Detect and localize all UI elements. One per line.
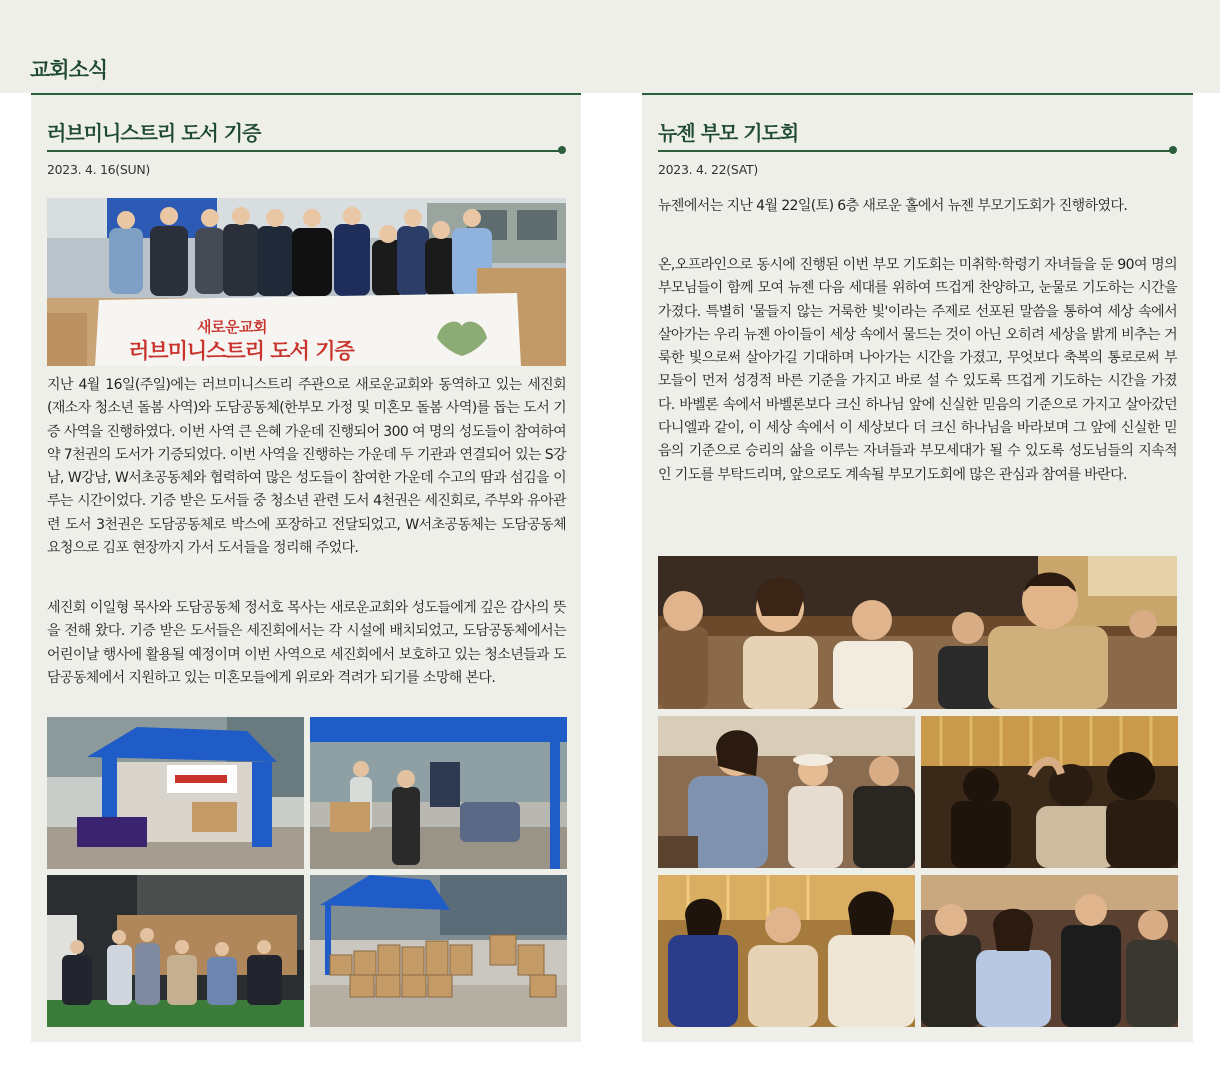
worship-photo-2 xyxy=(921,716,1178,868)
boxes-photo xyxy=(310,875,567,1027)
title-divider xyxy=(47,150,562,152)
worship-photo-4 xyxy=(921,875,1178,1027)
banner-headline: 러브미니스트리 도서 기증 xyxy=(129,339,354,363)
packing-photo xyxy=(310,717,567,869)
worship-photo-3 xyxy=(658,875,915,1027)
left-article xyxy=(31,93,581,1042)
title-divider xyxy=(658,150,1173,152)
section-label: 교회소식 xyxy=(30,58,108,82)
worship-photo-1 xyxy=(658,716,915,868)
article-title: 뉴젠 부모 기도회 xyxy=(658,121,799,145)
prayer-meeting-photo xyxy=(658,556,1177,709)
tent-photo xyxy=(47,717,304,869)
group-photo xyxy=(47,198,566,366)
article-title: 러브미니스트리 도서 기증 xyxy=(47,121,261,145)
header-band xyxy=(0,0,1220,93)
right-article xyxy=(642,93,1193,1042)
article-paragraph: 지난 4월 16일(주일)에는 러브미니스트리 주관으로 새로운교회와 동역하고 있는 세진회(재소자 청소년 돌봄 사역)와 도담공동체(한부모 가정 및 미혼모 돌봄 사역)를 돕는 도서 기증 사역을 진행하였다. 이번 사역 큰 은혜 가운데 진행되어 300 여 명의 성도들이 참여하여 약 7천권의 도서가 기증되었다. 이번 사역을 진행하는 가운데 두 기관과 연결되어 있는 S강남, W강남, W서초공동체와 협력하여 많은 성도들이 참여한 가운데 수고의 땀과 섬김을 이루는 시간이었다. 기증 받은 도서들 중 청소년 관련 도서 4천권은 세진회로, 주부와 유아관련 도서 3천권은 도담공동체로 박스에 포장하고 전달되었고, W서초공동체는 도담공동체 요청으로 김포 현장까지 가서 도서들을 정리해 주었다. xyxy=(47,377,566,557)
article-date: 2023. 4. 16(SUN) xyxy=(47,162,150,177)
article-paragraph: 온,오프라인으로 동시에 진행된 이번 부모 기도회는 미취학·학령기 자녀들을 둔 90여 명의 부모님들이 함께 모여 뉴젠 다음 세대를 위하여 뜨겁게 찬양하고, 눈물로 기도하는 시간을 가졌다. 특별히 '물들지 않는 거룩한 빛'이라는 주제로 선포된 말씀을 통하여 세상 속에서 살아가는 우리 뉴젠 아이들이 세상 속에서 물드는 것이 아닌 오히려 세상을 밝게 비추는 거룩한 빛으로써 살아가길 기대하며 나아가는 시간을 가졌고, 무엇보다 축복의 통로로써 부모들이 먼저 성경적 바른 기준을 가지고 바로 설 수 있도록 뜨겁게 기도하는 시간을 가졌다. 바벨론 속에서 바벨론보다 크신 하나님 앞에 신실한 믿음의 기준으로 가지고 살아갔던 다니엘과 같이, 이 세상 속에서 이 세상보다 더 크신 하나님을 바라보며 그 앞에 신실한 믿음의 기준으로 승리의 삶을 이루는 자녀들과 부모세대가 될 수 있도록 성도님들의 지속적인 기도를 부탁드리며, 앞으로도 계속될 부모기도회에 많은 관심과 참여를 바란다. xyxy=(658,257,1177,483)
article-date: 2023. 4. 22(SAT) xyxy=(658,162,758,177)
title-divider-dot xyxy=(558,146,566,154)
volunteer-group-photo xyxy=(47,875,304,1027)
article-paragraph: 세진회 이일형 목사와 도담공동체 정서호 목사는 새로운교회와 성도들에게 깊은 감사의 뜻을 전해 왔다. 기증 받은 도서들은 세진회에서는 각 시설에 배치되었고, 도담공동체에서는 어린이날 행사에 활용될 예정이며 이번 사역으로 세진회에서 보호하고 있는 청소년들과 도담공동체에서 지원하고 있는 미혼모들에게 위로와 격려가 되기를 소망해 본다. xyxy=(47,600,566,686)
article-paragraph: 뉴젠에서는 지난 4월 22일(토) 6층 새로운 홀에서 뉴젠 부모기도회가 진행하였다. xyxy=(658,198,1128,214)
title-divider-dot xyxy=(1169,146,1177,154)
banner-church-name: 새로운교회 xyxy=(197,318,267,336)
